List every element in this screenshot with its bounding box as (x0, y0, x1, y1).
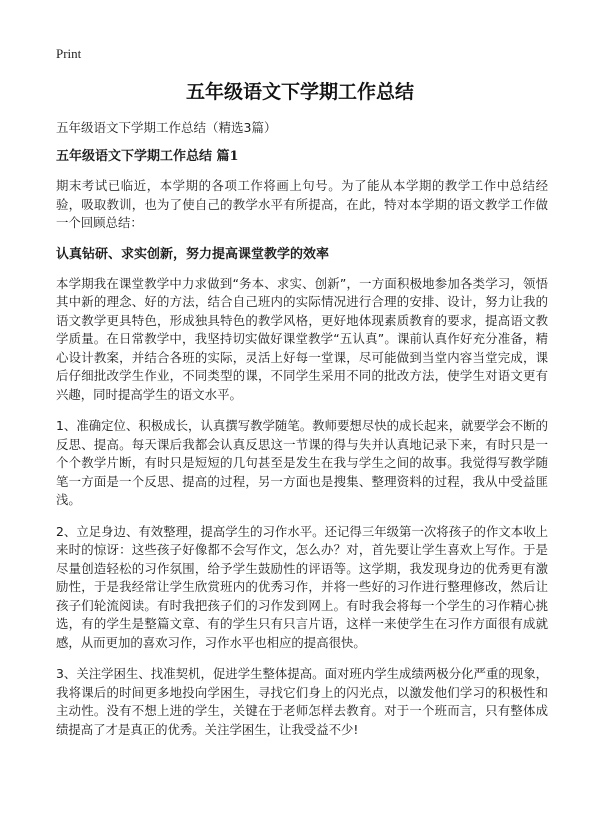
print-link[interactable]: Print (56, 46, 82, 61)
intro-paragraph: 期末考试已临近，本学期的各项工作将画上句号。为了能从本学期的教学工作中总结经验，吸取教训，也为了使自己的教学水平有所提高，在此，特对本学期的语文教学工作做一个回顾总结： (56, 178, 548, 230)
section-title: 五年级语文下学期工作总结 篇1 (56, 149, 239, 164)
body-paragraph-3: 2、立足身边、有效整理，提高学生的习作水平。还记得三年级第一次将孩子的作文本收上来时的惊讶：这些孩子好像都不会写作文，怎么办？对，首先要让学生喜欢上写作。于是尽量创造轻松的习作氛围，给予学生鼓励性的评语等。这学期，我发现身边的优秀更有激励性，于是我经常让学生欣赏班内的优秀习作，并将一些好的习作进行整理修改，然后让孩子们轮流阅读。有时我把孩子们的习作发到网上。有时我会将每一个学生的习作精心挑选，有的学生是整篇文章、有的学生只有只言片语，这样一来使学生在习作方面很有成就感，从而更加的喜欢习作，习作水平也相应的提高很快。 (56, 523, 548, 650)
body-paragraph-4: 3、关注学困生、找准契机，促进学生整体提高。面对班内学生成绩两极分化严重的现象，我将课后的时间更多地投向学困生，寻找它们身上的闪光点，以激发他们学习的积极性和主动性。没有不想上进的学生，关键在于老师怎样去教育。对于一个班而言，只有整体成绩提高了才是真正的优秀。关注学困生，让我受益不少! (56, 666, 548, 737)
body-paragraph-1: 本学期我在课堂教学中力求做到“务本、求实、创新”，一方面积极地参加各类学习，领悟其中新的理念、好的方法，结合自己班内的实际情况进行合理的安排、设计，努力让我的语文教学更具特色，形成独具特色的教学风格，更好地体现素质教育的要求，提高语文教学质量。在日常教学中，我坚持切实做好课堂教学“五认真”。课前认真作好充分准备，精心设计教案，并结合各班的实际，灵活上好每一堂课，尽可能做到当堂内容当堂完成，课后仔细批改学生作业，不同类型的课，不同学生采用不同的批改方法，使学生对语文更有兴趣，同时提高学生的语文水平。 (56, 275, 548, 402)
document-title: 五年级语文下学期工作总结 (185, 81, 414, 103)
body-paragraph-2: 1、准确定位、积极成长，认真撰写教学随笔。教师要想尽快的成长起来，就要学会不断的反思、提高。每天课后我都会认真反思这一节课的得与失并认真地记录下来，有时只是一个个教学片断，有时只是短短的几句甚至是发生在我与学生之间的故事。我觉得写教学随笔一方面是一个反思、提高的过程，另一方面也是搜集、整理资料的过程，我从中受益匪浅。 (56, 418, 548, 507)
section-heading: 认真钻研、求实创新，努力提高课堂教学的效率 (56, 246, 330, 262)
document-subtitle: 五年级语文下学期工作总结（精选3篇） (56, 120, 277, 135)
document-body (56, 119, 548, 752)
